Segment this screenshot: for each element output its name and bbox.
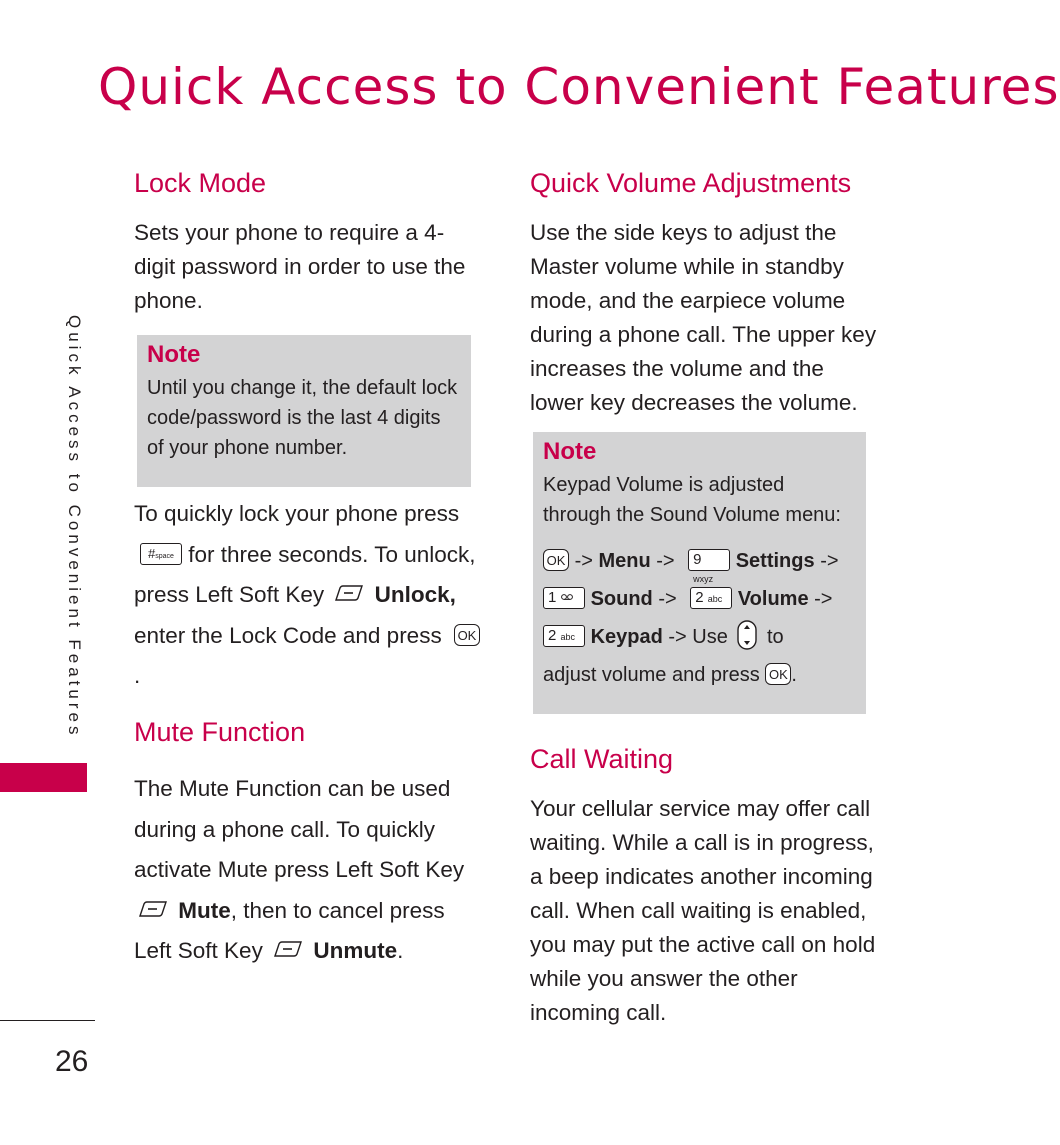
note-title: Note — [543, 438, 597, 465]
call-waiting-heading: Call Waiting — [530, 744, 674, 774]
arrow-text: -> — [814, 588, 833, 610]
hash-key-label: # — [148, 545, 156, 561]
call-waiting-text: Your cellular service may offer call waiting. While a call is in progress, a beep indicates another incoming call. When call waiting is enabled, you may put the active call on hold while you answer the other incoming call. — [530, 796, 876, 1025]
lock-mode-intro: Sets your phone to require a 4-digit password in order to use the phone. — [134, 220, 466, 313]
unlock-label: Unlock, — [374, 582, 456, 607]
to-text: to — [766, 626, 784, 648]
quick-volume-note — [533, 432, 866, 714]
page-number: 26 — [55, 1045, 89, 1078]
menu-label: Menu — [598, 550, 651, 572]
ok-key-icon: OK — [765, 663, 791, 685]
key-9-icon — [688, 549, 730, 584]
note-text: Keypad Volume is adjusted through the Sound Volume menu: — [543, 474, 841, 526]
key-2-label: 2 — [548, 626, 557, 644]
ok-key-icon: OK — [454, 624, 480, 646]
lock-instr-text-1: To quickly lock your phone press — [134, 501, 460, 526]
mute-text-2: , then to cancel press Left Soft Key — [134, 897, 445, 963]
mute-label: Mute — [178, 897, 231, 923]
lock-mode-note — [137, 335, 471, 487]
mute-text-3: . — [397, 938, 404, 963]
page-title: Quick Access to Convenient Features — [98, 58, 1060, 116]
unmute-label: Unmute — [313, 938, 398, 963]
arrow-text: -> — [658, 588, 677, 610]
mute-function-heading: Mute Function — [134, 717, 306, 747]
hash-space-key-icon — [140, 543, 182, 565]
arrow-text: -> — [656, 550, 675, 572]
keypad-volume-path — [543, 542, 856, 694]
adjust-text: adjust volume and press — [543, 664, 760, 686]
key-2-label: 2 — [695, 588, 704, 606]
note-title: Note — [147, 341, 201, 368]
key-1-icon — [543, 587, 585, 609]
lock-instr-text-4: . — [134, 663, 141, 688]
use-text: -> Use — [668, 626, 728, 648]
note-text: Until you change it, the default lock code/password is the last 4 digits of your phone number. — [147, 377, 458, 459]
lock-instr-text-3: enter the Lock Code and press — [134, 622, 442, 648]
left-soft-key-icon — [334, 584, 364, 602]
key-1-label: 1 — [548, 588, 557, 606]
side-tab-label: Quick Access to Convenient Features — [65, 315, 84, 739]
key-2-sublabel: abc — [560, 631, 576, 642]
settings-label: Settings — [735, 550, 815, 572]
key-9-sublabel: wxyz — [693, 573, 714, 584]
arrow-text: -> — [820, 550, 839, 572]
left-soft-key-icon — [138, 900, 168, 918]
arrow-text: -> — [574, 550, 593, 572]
key-2-icon — [543, 625, 585, 647]
lock-mode-instructions — [134, 494, 484, 697]
section-marker-bar — [0, 763, 87, 792]
mute-function-text — [134, 769, 484, 972]
key-2-icon — [690, 587, 732, 609]
hash-key-sublabel: space — [155, 552, 174, 560]
keypad-label: Keypad — [590, 626, 663, 648]
volume-label: Volume — [737, 588, 809, 610]
period-text: . — [791, 664, 797, 686]
ok-key-icon: OK — [543, 549, 569, 571]
voicemail-icon — [561, 590, 573, 602]
left-soft-key-icon — [273, 940, 303, 958]
quick-volume-text: Use the side keys to adjust the Master volume while in standby mode, and the earpiece volume during a phone call. The upper key increases the volume and the lower key decreases the volume. — [530, 220, 877, 415]
quick-volume-heading: Quick Volume Adjustments — [530, 168, 852, 198]
sound-label: Sound — [590, 588, 653, 610]
key-9-label: 9 — [693, 550, 702, 568]
mute-text-1: The Mute Function can be used during a phone call. To quickly activate Mute press Left Soft Key — [134, 776, 465, 882]
navigation-key-up-down-icon — [733, 620, 761, 650]
lock-mode-heading: Lock Mode — [134, 168, 267, 198]
key-2-sublabel: abc — [707, 593, 723, 604]
lock-instr-text-2: for three seconds. To unlock, press Left Soft Key — [134, 541, 476, 607]
footer-divider — [0, 1020, 95, 1021]
